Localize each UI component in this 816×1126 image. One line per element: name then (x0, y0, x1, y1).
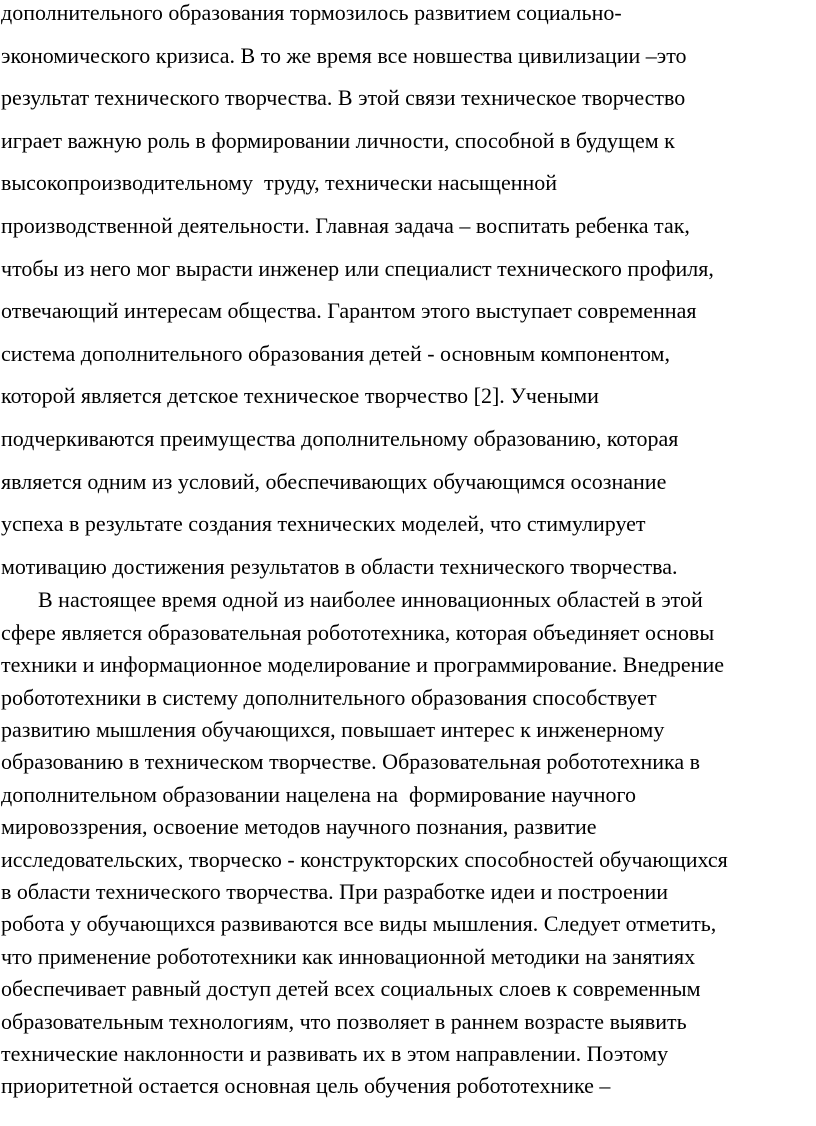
text-line: играет важную роль в формировании личности, способной в будущем к (1, 127, 675, 153)
paragraph-additional-education (1, 0, 816, 588)
text-line: экономического кризиса. В то же время все новшества цивилизации –это (1, 42, 687, 68)
text-line: техники и информационное моделирование и программирование. Внедрение (1, 652, 724, 678)
paragraph-educational-robotics (1, 584, 816, 1103)
text-line: подчеркиваются преимущества дополнительному образованию, которая (1, 425, 679, 451)
text-line: сфере является образовательная робототехника, которая объединяет основы (1, 619, 715, 645)
text-line: что применение робототехники как инновационной методики на занятиях (1, 943, 696, 969)
text-line: в области технического творчества. При разработке идеи и построении (1, 878, 669, 904)
text-line: дополнительного образования тормозилось развитием социально- (1, 0, 622, 25)
text-line: развитию мышления обучающихся, повышает интерес к инженерному (1, 716, 665, 742)
text-line: высокопроизводительному труду, технически насыщенной (1, 170, 558, 196)
text-line: успеха в результате создания технических моделей, что стимулирует (1, 511, 646, 537)
text-line: образовательным технологиям, что позволяет в раннем возрасте выявить (1, 1008, 687, 1034)
text-line: технические наклонности и развивать их в этом направлении. Поэтому (1, 1041, 669, 1066)
text-line: исследовательских, творческо - конструкторских способностей обучающихся (1, 846, 728, 872)
text-line: чтобы из него мог вырасти инженер или специалист технического профиля, (1, 255, 714, 281)
text-line: В настоящее время одной из наиболее инновационных областей в этой (38, 587, 703, 613)
text-line: является одним из условий, обеспечивающих обучающимся осознание (1, 468, 667, 494)
text-line: производственной деятельности. Главная задача – воспитать ребенка так, (1, 212, 690, 238)
text-line: приоритетной остается основная цель обучения робототехнике – (1, 1073, 611, 1099)
text-line: отвечающий интересам общества. Гарантом этого выступает современная (1, 298, 697, 324)
text-line: робота у обучающихся развиваются все виды мышления. Следует отметить, (1, 911, 717, 937)
text-line: обеспечивает равный доступ детей всех социальных слоев к современным (1, 976, 701, 1002)
text-line: мировоззрения, освоение методов научного познания, развитие (1, 814, 597, 840)
text-line: система дополнительного образования детей - основным компонентом, (1, 340, 670, 366)
text-line: мотивацию достижения результатов в области технического творчества. (1, 553, 678, 579)
text-line: которой является детское техническое творчество [2]. Учеными (1, 383, 599, 409)
text-line: робототехники в систему дополнительного образования способствует (1, 684, 657, 710)
text-line: дополнительном образовании нацелена на формирование научного (1, 781, 636, 807)
text-line: образованию в техническом творчестве. Образовательная робототехника в (1, 749, 701, 775)
text-line: результат технического творчества. В этой связи техническое творчество (1, 85, 686, 111)
